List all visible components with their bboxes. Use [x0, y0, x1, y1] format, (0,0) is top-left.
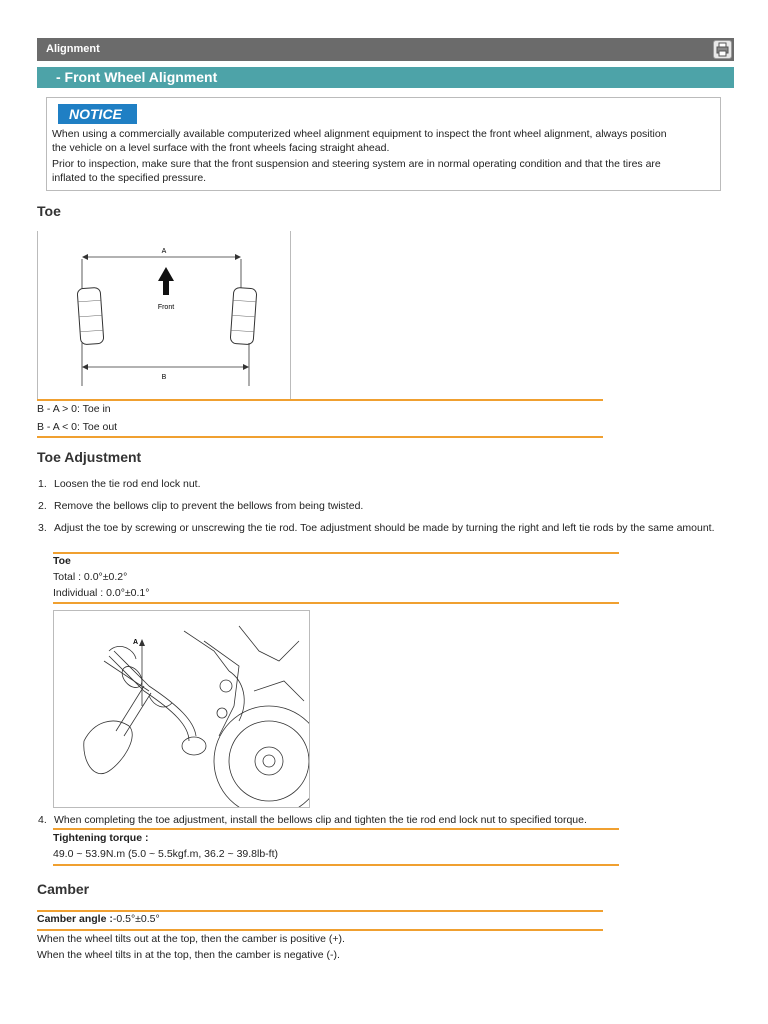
- toe-adjustment-heading: Toe Adjustment: [37, 449, 142, 465]
- toe-spec-individual: Individual : 0.0°±0.1°: [53, 587, 150, 599]
- section-title-bar: [37, 67, 734, 88]
- step-number: 2.: [38, 500, 47, 512]
- toe-diagram: [37, 231, 291, 401]
- orange-rule: [37, 910, 603, 912]
- torque-title: Tightening torque :: [53, 832, 149, 844]
- notice-box: [46, 97, 721, 191]
- toe-heading: Toe: [37, 203, 61, 219]
- orange-rule: [53, 552, 619, 554]
- header-bar: [37, 38, 734, 61]
- camber-heading: Camber: [37, 881, 90, 897]
- tie-rod-illustration: [53, 610, 310, 808]
- notice-line: Prior to inspection, make sure that the front suspension and steering system are in normal operating condition and that the tires are: [52, 158, 661, 170]
- camber-angle: [37, 913, 160, 925]
- section-title: - Front Wheel Alignment: [56, 69, 218, 85]
- step-number: 1.: [38, 478, 47, 490]
- orange-rule: [37, 399, 603, 401]
- notice-line: the vehicle on a level surface with the front wheels facing straight ahead.: [52, 142, 390, 154]
- orange-rule: [37, 929, 603, 931]
- toe-label-b: B: [161, 374, 167, 381]
- printer-icon: [714, 41, 731, 58]
- step-text: Adjust the toe by screwing or unscrewing the tie rod. Toe adjustment should be made by turning the right and left tie rods by the same amount.: [54, 522, 715, 534]
- camber-angle-label: Camber angle :: [37, 913, 113, 925]
- toe-diagram-drawing: [38, 231, 290, 399]
- step-number: 3.: [38, 522, 47, 534]
- toe-spec-title: Toe: [53, 555, 71, 567]
- step-text: Remove the bellows clip to prevent the bellows from being twisted.: [54, 500, 364, 512]
- toe-spec-total: Total : 0.0°±0.2°: [53, 571, 128, 583]
- tie-rod-drawing: [54, 611, 309, 807]
- notice-tag: NOTICE: [58, 104, 137, 124]
- tie-rod-label-a: A: [132, 639, 138, 646]
- orange-rule: [53, 602, 619, 604]
- orange-rule: [53, 828, 619, 830]
- step-text: When completing the toe adjustment, install the bellows clip and tighten the tie rod end lock nut to specified torque.: [54, 814, 587, 826]
- print-button[interactable]: [713, 40, 732, 59]
- orange-rule: [53, 864, 619, 866]
- camber-negative: When the wheel tilts in at the top, then the camber is negative (-).: [37, 949, 340, 961]
- header-title: Alignment: [46, 43, 100, 55]
- camber-angle-value: -0.5°±0.5°: [112, 913, 160, 925]
- notice-line: When using a commercially available computerized wheel alignment equipment to inspect the front wheel alignment, always position: [52, 128, 667, 140]
- notice-line: inflated to the specified pressure.: [52, 172, 207, 184]
- toe-label-a: A: [161, 248, 167, 255]
- toe-label-front: Front: [157, 304, 175, 311]
- torque-value: 49.0 ~ 53.9N.m (5.0 ~ 5.5kgf.m, 36.2 ~ 39.8lb-ft): [53, 848, 279, 860]
- toe-in-rule: B - A > 0: Toe in: [37, 403, 111, 415]
- step-text: Loosen the tie rod end lock nut.: [54, 478, 201, 490]
- step-number: 4.: [38, 814, 47, 826]
- orange-rule: [37, 436, 603, 438]
- toe-out-rule: B - A < 0: Toe out: [37, 421, 118, 433]
- camber-positive: When the wheel tilts out at the top, then the camber is positive (+).: [37, 933, 345, 945]
